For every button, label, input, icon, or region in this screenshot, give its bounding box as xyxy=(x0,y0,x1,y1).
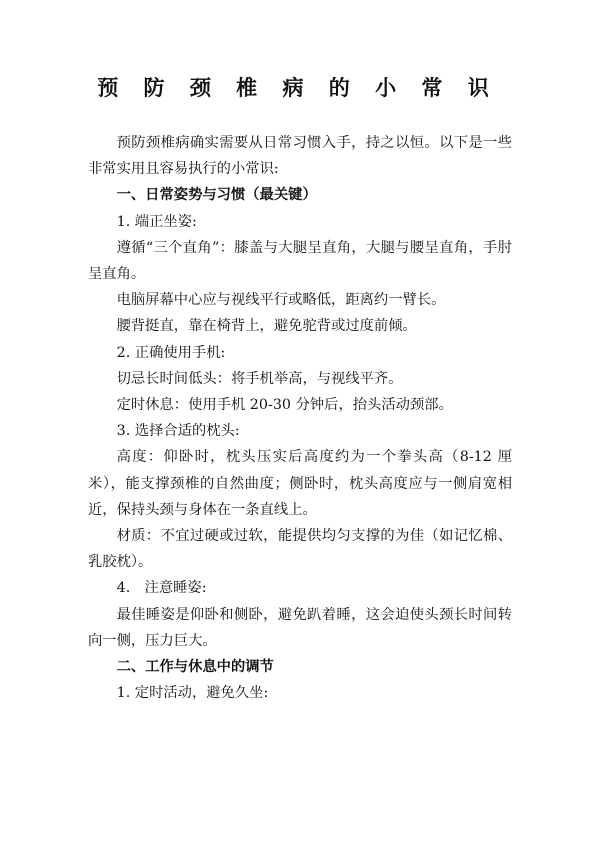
paragraph-best-sleep-posture: 最佳睡姿是仰卧和侧卧，避免趴着睡，这会迫使头颈长时间转向一侧，压力巨大。 xyxy=(88,606,512,649)
document-body xyxy=(88,130,512,706)
section-heading-work-rest: 二、工作与休息中的调节 xyxy=(116,659,274,676)
section-heading-daily-posture: 一、日常姿势与习惯（最关键） xyxy=(116,187,317,204)
item-heading-phone-use: 2. 正确使用手机: xyxy=(116,344,226,361)
item-heading-pillow: 3. 选择合适的枕头: xyxy=(116,423,240,440)
paragraph-avoid-looking-down: 切忌长时间低头：将手机举高，与视线平齐。 xyxy=(116,370,403,387)
item-heading-sitting-posture: 1. 端正坐姿: xyxy=(116,213,197,230)
paragraph-three-right-angles: 遵循“三个直角”：膝盖与大腿呈直角，大腿与腰呈直角，手肘呈直角。 xyxy=(88,239,512,283)
paragraph-back-straight: 腰背挺直，靠在椅背上，避免驼背或过度前倾。 xyxy=(116,318,417,335)
paragraph-pillow-height: 高度：仰卧时，枕头压实后高度约为一个拳头高（8-12 厘米），能支撑颈椎的自然曲度；侧卧时，枕头高度应与一侧肩宽相近，保持头颈与身体在一条直线上。 xyxy=(88,449,512,518)
item-heading-regular-activity: 1. 定时活动，避免久坐: xyxy=(116,685,269,702)
paragraph-regular-breaks: 定时休息：使用手机 20-30 分钟后，抬头活动颈部。 xyxy=(116,397,453,414)
item-heading-sleep-posture: 4. 注意睡姿: xyxy=(116,580,207,597)
paragraph-pillow-material: 材质：不宜过硬或过软，能提供均匀支撑的为佳（如记忆棉、乳胶枕）。 xyxy=(88,528,512,571)
intro-paragraph: 预防颈椎病确实需要从日常习惯入手，持之以恒。以下是一些非常实用且容易执行的小常识: xyxy=(88,135,512,178)
document-title: 预 防 颈 椎 病 的 小 常 识 xyxy=(97,75,498,100)
paragraph-screen-position: 电脑屏幕中心应与视线平行或略低，距离约一臂长。 xyxy=(116,292,446,309)
